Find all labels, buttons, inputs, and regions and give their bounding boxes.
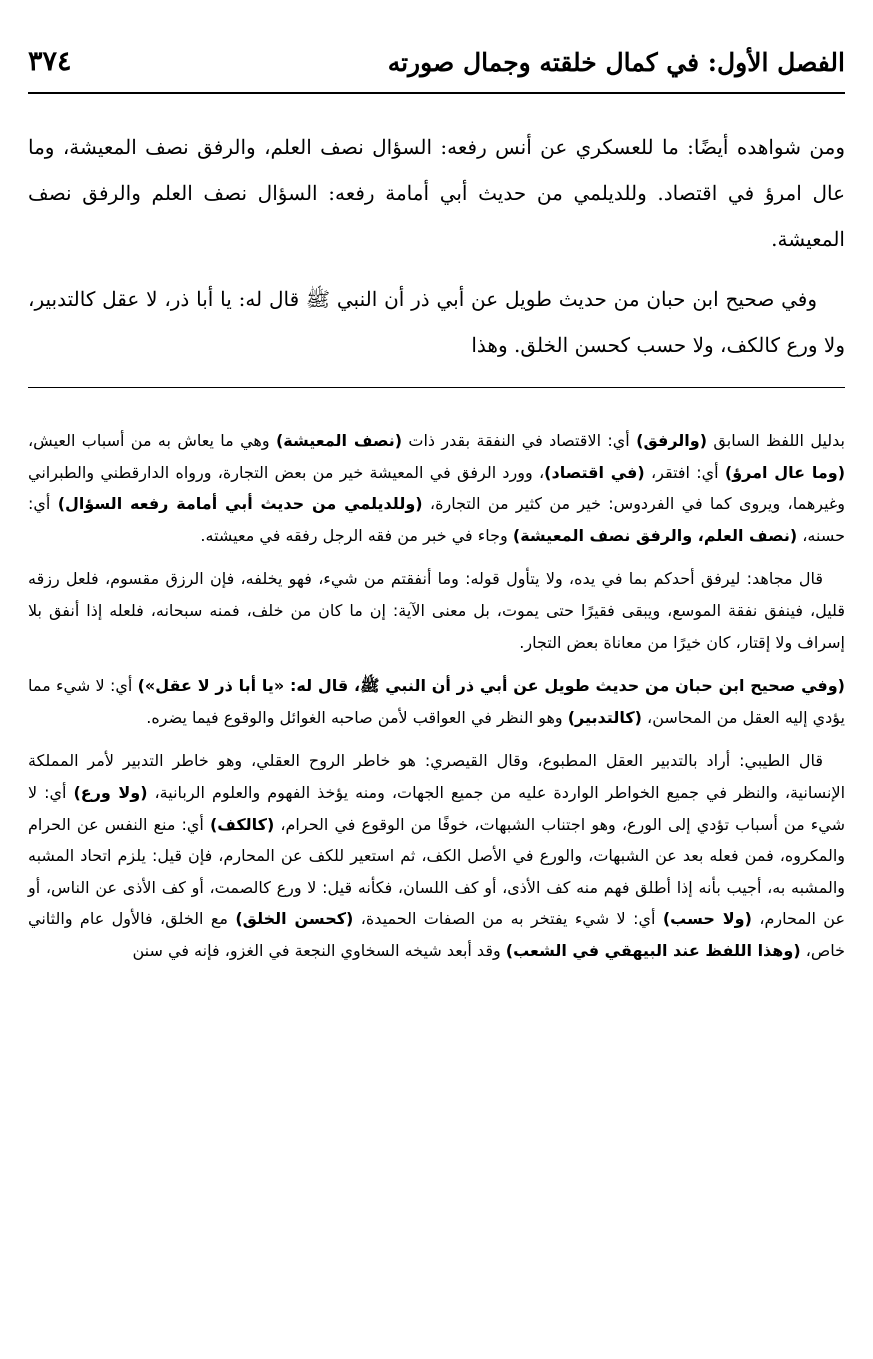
commentary-text-run: بدليل اللفظ السابق xyxy=(707,431,845,450)
commentary-paragraph-2: قال مجاهد: ليرفق أحدكم بما في يده، ولا يتأول قوله: وما أنفقتم من شيء، فهو يخلفه، فإن الرزق مقسوم، فلعل رزقه قليل، فينفق نفقة الموسع، ويبقى فقيرًا حتى يموت، بل معنى الآية: إن ما كان من خلف، فمنه سبحانه، فلعله إذا أنفق بلا إسراف ولا إقتار، كان خيرًا من معاناة بعض التجار. xyxy=(28,569,845,652)
quoted-phrase: (وفي صحيح ابن حبان من حديث طويل عن أبي ذر أن النبي ﷺ، قال له: «يا أبا ذر لا عقل») xyxy=(137,676,845,696)
quoted-phrase: (وللديلمي من حديث أبي أمامة رفعه السؤال) xyxy=(57,494,423,514)
quoted-phrase: (نصف المعيشة) xyxy=(275,431,403,450)
commentary-text-run: ، وورد الرفق في المعيشة خير من بعض التجارة، ورواه الدارقطني والطبراني وغيرهما، ويروى كما في الفردوس: خير من كثير من التجارة، xyxy=(28,462,846,514)
commentary-text-run: وهو النظر في العواقب لأمن صاحبه الغوائل والوقوع فيما يضره. xyxy=(146,707,568,727)
commentary-paragraph-4 xyxy=(28,745,845,966)
commentary-text-run: أي: حسنه، xyxy=(28,494,845,545)
quoted-phrase: (وما عال امرؤ) xyxy=(724,462,845,482)
commentary-paragraph-1 xyxy=(28,425,845,551)
main-paragraph-1: ومن شواهده أيضًا: ما للعسكري عن أنس رفعه: السؤال نصف العلم، والرفق نصف المعيشة، وما عال امرؤ في اقتصاد. وللديلمي من حديث أبي أمامة رفعه: السؤال نصف العلم والرفق نصف المعيشة. xyxy=(28,135,845,251)
commentary-text-run: أي: لا شيء من أسباب تؤدي إلى الورع، وهو اجتناب الشبهات، خوفًا من الوقوع في الحرام، xyxy=(28,782,845,834)
commentary-text-run: أي: منع النفس عن الحرام والمكروه، فمن فعله بعد عن الشبهات، والورع في الأصل الكف، ثم استعير للكف عن المحارم، فإن قيل: يلزم اتحاد المشبه والمشبه به، أجيب بأنه إذا أطلق فهم منه كف الأذى، أو كف اللسان، فكأنه قيل: لا ورع كالصمت، أو كف الأذى عن الناس، أو عن المحارم، xyxy=(28,814,846,929)
quoted-phrase: (كحسن الخلق) xyxy=(235,909,354,929)
commentary-text-run: وقد أبعد شيخه السخاوي النجعة في الغزو، فإنه في سنن xyxy=(132,940,506,960)
commentary-text xyxy=(28,425,845,979)
quoted-phrase: (والرفق) xyxy=(636,431,708,450)
main-paragraph-2: وفي صحيح ابن حبان من حديث طويل عن أبي ذر أن النبي ﷺ قال له: يا أبا ذر، لا عقل كالتدبير، ولا ورع كالكف، ولا حسب كحسن الخلق. وهذا xyxy=(28,287,845,357)
header-rule xyxy=(28,92,845,94)
quoted-phrase: (كالتدبير) xyxy=(567,707,642,727)
main-text xyxy=(28,124,845,382)
commentary-text-run: أي: لا شيء يفتخر به من الصفات الحميدة، xyxy=(353,909,663,929)
quoted-phrase: (ولا ورع) xyxy=(73,782,148,802)
page-header xyxy=(28,40,845,90)
footnote-separator xyxy=(28,387,845,388)
commentary-text-run: قال الطيبي: أراد بالتدبير العقل المطبوع، وقال القيصري: هو خاطر الروح العقلي، وهو خاطر التدبير لأمر المملكة الإنسانية، والنظر في جميع الخواطر الواردة عليه من جميع الجهات، ومنه يؤخذ الفهوم والعلوم الربانية، xyxy=(28,751,846,802)
commentary-text-run: أي: افتقر، xyxy=(644,462,725,482)
quoted-phrase: (كالكف) xyxy=(209,814,275,834)
page-number: ٣٧٤ xyxy=(28,46,72,77)
quoted-phrase: (في اقتصاد) xyxy=(544,462,645,482)
commentary-text-run: أي: لا شيء مما يؤدي إليه العقل من المحاسن، xyxy=(28,676,845,727)
quoted-phrase: (نصف العلم، والرفق نصف المعيشة) xyxy=(512,525,798,545)
commentary-text-run: مع الخلق، فالأول عام والثاني خاص، xyxy=(28,909,845,960)
chapter-title: الفصل الأول: في كمال خلقته وجمال صورته xyxy=(387,48,845,77)
commentary-paragraph-3 xyxy=(28,670,845,733)
commentary-text-run: وجاء في خبر من فقه الرجل رفقه في معيشته. xyxy=(200,525,513,545)
commentary-text-run: وهي ما يعاش به من أسباب العيش، xyxy=(28,431,276,450)
quoted-phrase: (ولا حسب) xyxy=(662,909,752,929)
quoted-phrase: (وهذا اللفظ عند البيهقي في الشعب) xyxy=(505,940,801,960)
commentary-text-run: أي: الاقتصاد في النفقة بقدر ذات xyxy=(402,431,637,450)
